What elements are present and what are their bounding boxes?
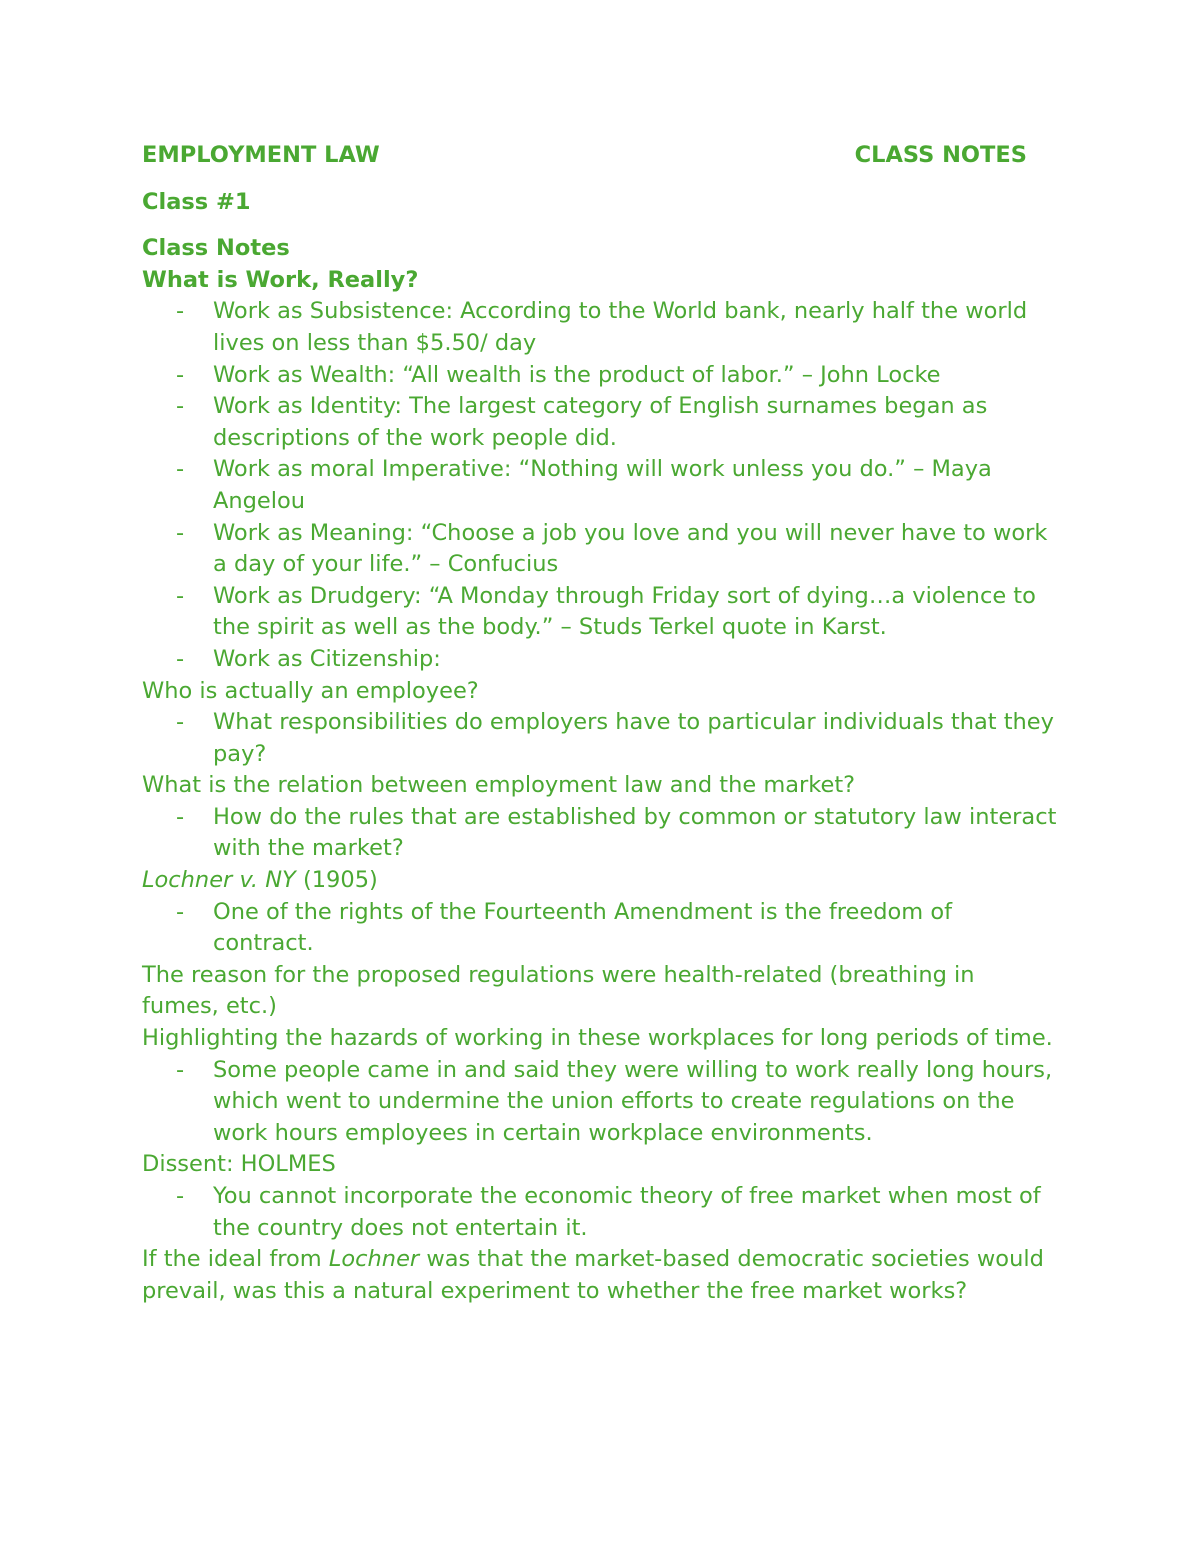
list-item-text: Work as Meaning: “Choose a job you love and you will never have to work a day of your life.” – Confucius <box>213 519 1048 578</box>
case-year: (1905) <box>295 867 378 894</box>
subheading: What is Work, Really? <box>142 266 419 293</box>
question-employee: Who is actually an employee? <box>142 677 479 704</box>
paragraph-hazards: Highlighting the hazards of working in these workplaces for long periods of time. <box>142 1025 1053 1052</box>
bullet-marker: - <box>176 709 185 736</box>
employee-list <box>142 707 1057 770</box>
list-item-text: You cannot incorporate the economic theory of free market when most of the country does not entertain it. <box>213 1183 1041 1241</box>
document-header <box>142 140 1027 172</box>
list-item <box>142 391 1057 454</box>
list-item-text: Work as Citizenship: <box>213 645 441 672</box>
list-item <box>142 1055 1057 1150</box>
bullet-marker: - <box>176 803 185 830</box>
case-heading <box>142 865 1057 897</box>
bullet-marker: - <box>176 645 185 672</box>
list-item-text: Some people came in and said they were willing to work really long hours, which went to undermine the union efforts to create regulations on the work hours employees in certain workplace environments. <box>213 1056 1053 1146</box>
list-item <box>142 707 1057 770</box>
final-question-end: was that the market-based democratic societies would prevail, was this a natural experiment to whether the free market works? <box>142 1246 1044 1304</box>
case-name: Lochner v. NY <box>142 867 296 894</box>
question-market: What is the relation between employment law and the market? <box>142 772 856 799</box>
list-item <box>142 296 1057 359</box>
list-item-text: Work as Subsistence: According to the World bank, nearly half the world lives on less than $5.50/ day <box>213 298 1028 356</box>
work-list <box>142 296 1057 675</box>
final-question <box>142 1244 1057 1307</box>
market-list <box>142 802 1057 865</box>
list-item-text: One of the rights of the Fourteenth Amendment is the freedom of contract. <box>213 898 953 957</box>
bullet-marker: - <box>176 361 185 388</box>
list-item <box>142 802 1057 865</box>
hazards-list <box>142 1055 1057 1150</box>
bullet-marker: - <box>176 393 185 420</box>
bullet-marker: - <box>176 519 185 546</box>
final-question-case-ref: Lochner <box>328 1246 420 1273</box>
bullet-marker: - <box>176 456 185 483</box>
list-item <box>142 581 1057 644</box>
bullet-marker: - <box>176 1056 185 1083</box>
case-list <box>142 897 1057 960</box>
section-heading: Class Notes <box>142 235 290 262</box>
list-item-text: Work as Drudgery: “A Monday through Friday sort of dying…a violence to the spirit as well as the body.” – Studs Terkel quote in Karst. <box>213 582 1036 641</box>
course-title: EMPLOYMENT LAW <box>142 142 380 168</box>
paragraph-reason: The reason for the proposed regulations were health-related (breathing in fumes, etc.) <box>142 961 975 1020</box>
bullet-marker: - <box>176 898 185 925</box>
final-question-start: If the ideal from <box>142 1246 329 1273</box>
list-item <box>142 1181 1057 1244</box>
list-item <box>142 897 1057 960</box>
bullet-marker: - <box>176 1183 185 1209</box>
list-item-text: Work as moral Imperative: “Nothing will work unless you do.” – Maya Angelou <box>213 456 992 514</box>
dissent-heading: Dissent: HOLMES <box>142 1151 336 1178</box>
document-type-label: CLASS NOTES <box>854 142 1027 168</box>
dissent-list <box>142 1181 1057 1244</box>
list-item <box>142 518 1057 581</box>
list-item-text: How do the rules that are established by common or statutory law interact with the market? <box>213 803 1057 862</box>
list-item-text: Work as Wealth: “All wealth is the product of labor.” – John Locke <box>213 361 941 388</box>
bullet-marker: - <box>176 582 185 609</box>
list-item-text: Work as Identity: The largest category of English surnames began as descriptions of the work people did. <box>213 393 988 451</box>
list-item-text: What responsibilities do employers have to particular individuals that they pay? <box>213 709 1054 767</box>
bullet-marker: - <box>176 298 185 325</box>
list-item <box>142 360 1057 392</box>
list-item <box>142 454 1057 517</box>
class-number: Class #1 <box>142 188 251 215</box>
list-item <box>142 644 1057 676</box>
document-body <box>142 140 1057 1307</box>
